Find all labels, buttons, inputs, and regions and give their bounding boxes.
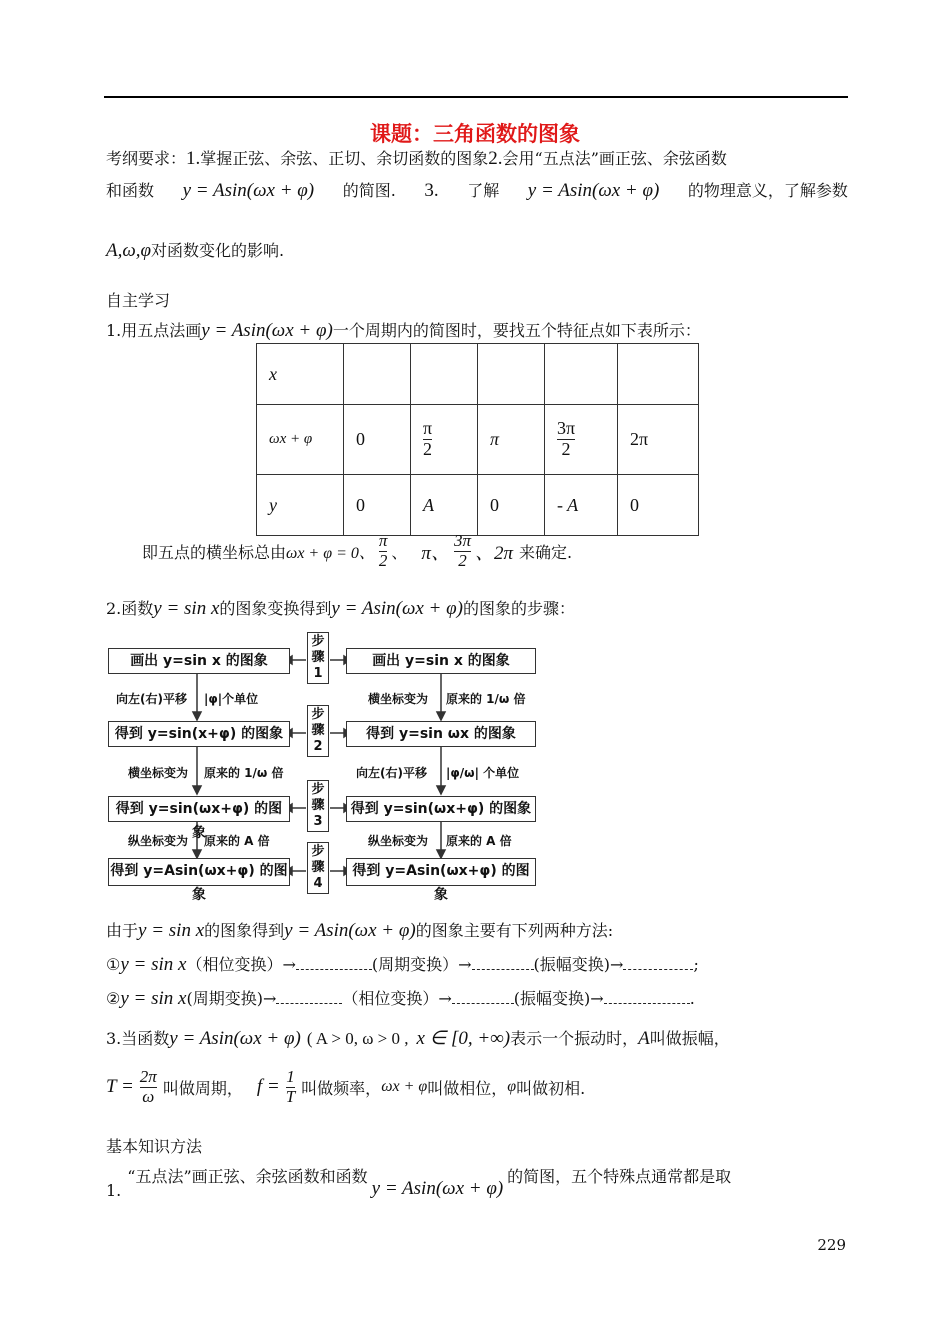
table-cell (618, 344, 699, 405)
requirements-line-1 (106, 146, 727, 170)
formula: y = Asin(ωx + φ) (527, 180, 660, 201)
formula: x ∈ [0, +∞) (416, 1028, 511, 1049)
formula: y = sin x (138, 920, 205, 941)
question-text: 3.当函数 (106, 1029, 170, 1048)
question-1 (106, 318, 701, 342)
formula: 、2π (474, 542, 514, 564)
formula: y = sin x (120, 954, 187, 975)
transform-label: 横坐标变为 (368, 692, 429, 706)
body-text: . (689, 989, 695, 1008)
transform-label: 原来的 1/ω 倍 (204, 766, 284, 780)
table-cell: 0 (344, 405, 411, 475)
method-2 (106, 986, 695, 1010)
table-cell (411, 344, 478, 405)
body-text: 的简图，五个特殊点通常都是取 (507, 1167, 732, 1186)
header-rule (104, 96, 848, 98)
table-head-cell: x (257, 344, 344, 405)
table-cell: - A (545, 475, 618, 536)
formula: A,ω,φ (106, 240, 152, 261)
transform-label: 向左(右)平移 (116, 692, 187, 706)
requirement-text: 和函数 (106, 181, 155, 200)
table-cell (344, 344, 411, 405)
transform-label: 横坐标变为 (128, 766, 189, 780)
item-number: 3. (424, 180, 439, 201)
left-step-box: 得到 y=sin(x+φ) 的图象 (108, 721, 290, 747)
requirement-text: 对函数变化的影响. (151, 241, 285, 260)
transform-label: 原来的 A 倍 (204, 834, 270, 848)
question-text: 叫做初相. (516, 1078, 586, 1098)
methods-intro (106, 918, 613, 942)
fraction: $\frac{\pi}{2}$ (378, 531, 388, 570)
step-label: 步骤4 (307, 842, 329, 894)
question-text: 的图象变换得到 (219, 599, 332, 618)
step-label: 步骤2 (307, 705, 329, 757)
formula: π、 (421, 542, 450, 564)
table-row (257, 344, 699, 405)
formula: y = sin x (120, 988, 187, 1009)
requirements-label: 考纲要求： (106, 149, 187, 168)
formula: y = Asin(ωx + φ) (182, 180, 315, 201)
five-point-table (256, 343, 699, 536)
body-text: ; (693, 955, 699, 974)
transform-label: |φ|个单位 (204, 692, 259, 706)
question-text: 一个周期内的简图时，要找五个特征点如下表所示： (332, 321, 701, 340)
formula: T = (106, 1076, 134, 1098)
body-text: 由于 (106, 921, 139, 940)
body-text: (振幅变换)→ (513, 989, 604, 1008)
formula: φ (507, 1078, 517, 1096)
fraction: $\frac{1}{T}$ (285, 1067, 296, 1106)
body-text: 即五点的横坐标总由 (142, 542, 287, 562)
table-head-cell: y (257, 475, 344, 536)
item-number: ② (106, 989, 121, 1008)
section-heading: 自主学习 (106, 291, 171, 310)
formula: ωx + φ (381, 1078, 428, 1096)
right-step-box: 得到 y=Asin(ωx+φ) 的图象 (346, 858, 536, 886)
left-step-box: 得到 y=sin(ωx+φ) 的图象 (108, 796, 290, 822)
table-cell (545, 405, 618, 475)
item-number: ① (106, 955, 121, 974)
question-3-line-2 (106, 1068, 585, 1106)
formula: y = Asin(ωx + φ) (371, 1178, 504, 1199)
transform-label: 向左(右)平移 (356, 766, 427, 780)
left-step-box: 画出 y=sin x 的图象 (108, 648, 290, 674)
answer-blank[interactable] (604, 989, 690, 1004)
section-heading: 基本知识方法 (106, 1137, 203, 1156)
question-text: 叫做周期， (162, 1078, 243, 1098)
formula: f = (256, 1076, 280, 1098)
table-cell: 0 (344, 475, 411, 536)
question-text: 叫做振幅， (649, 1029, 730, 1048)
fraction: $\frac{3\pi}{2}$ (453, 531, 471, 570)
requirements-line-3 (106, 238, 284, 262)
requirement-text: 的物理意义，了解参数 (687, 181, 848, 200)
transform-label: 纵坐标变为 (368, 834, 429, 848)
table-row (257, 405, 699, 475)
question-text: 的图象的步骤： (462, 599, 575, 618)
answer-blank[interactable] (276, 989, 342, 1004)
formula: y = Asin(ωx + φ) (331, 598, 463, 619)
requirement-text: 了解 (467, 181, 500, 200)
formula: y = Asin(ωx + φ) (201, 320, 333, 341)
table-cell: A (411, 475, 478, 536)
right-step-box: 得到 y=sin ωx 的图象 (346, 721, 536, 747)
formula: ( A > 0, ω > 0 , (306, 1029, 409, 1048)
body-text: (周期变换）→ (371, 955, 472, 974)
formula: y = Asin(ωx + φ) (284, 920, 416, 941)
right-step-box: 得到 y=sin(ωx+φ) 的图象 (346, 796, 536, 822)
item-number: 1. (186, 148, 201, 169)
answer-blank[interactable] (623, 955, 693, 970)
formula: y = Asin(ωx + φ) (169, 1028, 301, 1049)
body-text: “五点法”画正弦、余弦函数和函数 (127, 1167, 368, 1186)
body-text: 、 (391, 542, 408, 562)
left-step-box: 得到 y=Asin(ωx+φ) 的图象 (108, 858, 290, 886)
body-text: 的图象得到 (204, 921, 285, 940)
table-cell (545, 344, 618, 405)
table-cell (478, 344, 545, 405)
question-text: 叫做频率， (301, 1078, 382, 1098)
requirement-text: 的简图. (342, 181, 396, 200)
step-label: 步骤3 (307, 780, 329, 832)
question-text: 表示一个振动时， (510, 1029, 639, 1048)
page-title: 课题：三角函数的图象 (370, 121, 580, 146)
item-number: 1. (106, 1181, 122, 1200)
fraction: $\frac{2\pi}{\omega}$ (139, 1067, 157, 1106)
body-text: (周期变换)→ (186, 989, 277, 1008)
table-cell: 0 (618, 475, 699, 536)
step-label: 步骤1 (307, 632, 329, 684)
table-cell: π (478, 405, 545, 475)
requirement-text: 掌握正弦、余弦、正切、余切函数的图象 (200, 149, 489, 168)
answer-blank[interactable] (296, 955, 372, 970)
knowledge-1 (106, 1164, 732, 1200)
formula: A (638, 1028, 650, 1049)
body-text: 来确定. (519, 542, 573, 562)
formula: ωx + φ = 0、 (286, 544, 375, 562)
table-head-cell: ωx + φ (257, 405, 344, 475)
transform-label: 纵坐标变为 (128, 834, 189, 848)
formula: y = sin x (153, 598, 220, 619)
right-step-box: 画出 y=sin x 的图象 (346, 648, 536, 674)
question-3 (106, 1026, 730, 1050)
five-points-line (142, 532, 572, 570)
table-cell (411, 405, 478, 475)
table-cell: 0 (478, 475, 545, 536)
body-text: 的图象主要有下列两种方法: (415, 921, 614, 940)
table-row (257, 475, 699, 536)
requirements-line-2 (106, 178, 848, 202)
question-text: 2.函数 (106, 599, 154, 618)
body-text: (振幅变换)→ (533, 955, 624, 974)
answer-blank[interactable] (452, 989, 514, 1004)
fraction: $\frac{\pi}{2}$ (423, 418, 433, 459)
transform-label: 原来的 A 倍 (446, 834, 512, 848)
requirement-text: 会用“五点法”画正弦、余弦函数 (502, 149, 727, 168)
question-text: 叫做相位， (427, 1078, 508, 1098)
question-2 (106, 596, 575, 620)
answer-blank[interactable] (472, 955, 534, 970)
transform-label: 原来的 1/ω 倍 (446, 692, 526, 706)
body-text: （相位变换）→ (342, 989, 452, 1008)
item-number: 2. (488, 148, 503, 169)
transform-label: |φ/ω| 个单位 (446, 766, 520, 780)
method-1 (106, 952, 699, 976)
page-number: 229 (817, 1236, 846, 1254)
body-text: （相位变换）→ (186, 955, 296, 974)
table-cell: 2π (618, 405, 699, 475)
question-text: 1.用五点法画 (106, 321, 202, 340)
fraction: $\frac{3\pi}{2}$ (557, 418, 576, 459)
